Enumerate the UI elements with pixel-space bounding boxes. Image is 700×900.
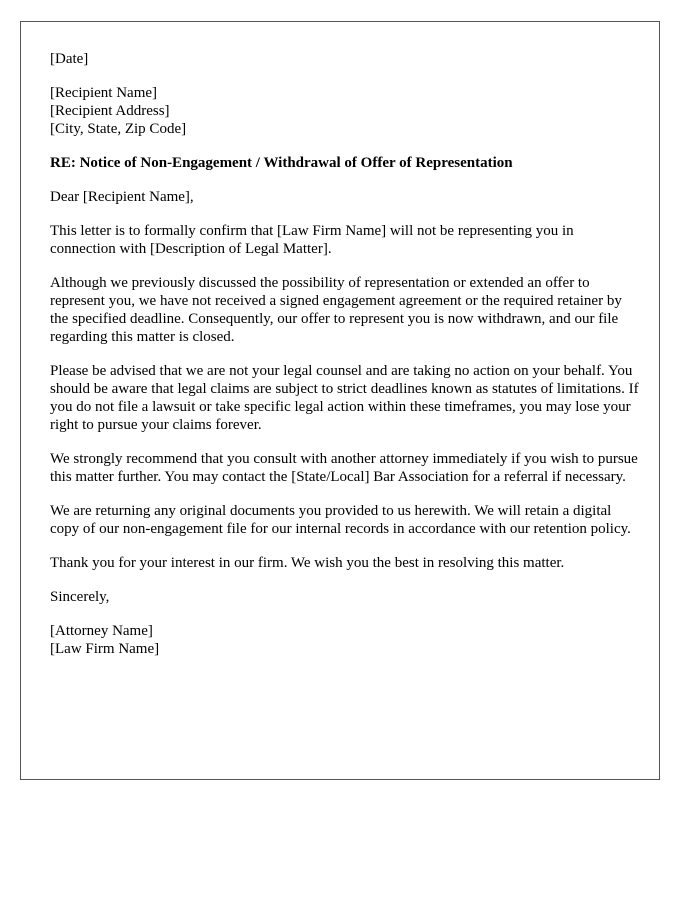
recipient-name: [Recipient Name] xyxy=(50,85,158,101)
recipient-city-state-zip: [City, State, Zip Code] xyxy=(50,121,187,137)
paragraph-documents: We are returning any original documents you provided to us herewith. We will retain a digital copy of our non-engagement file for our internal records in accordance with our retention policy. xyxy=(50,503,631,537)
signature-block xyxy=(50,622,640,658)
closing: Sincerely, xyxy=(50,589,110,605)
recipient-address: [Recipient Address] xyxy=(50,103,170,119)
letter-page xyxy=(20,21,660,780)
recipient-block xyxy=(50,84,640,138)
paragraph-recommendation: We strongly recommend that you consult with another attorney immediately if you wish to pursue this matter further. You may contact the [State/Local] Bar Association for a referral if necessary. xyxy=(50,451,638,485)
attorney-name: [Attorney Name] xyxy=(50,623,153,639)
subject-line: RE: Notice of Non-Engagement / Withdrawal of Offer of Representation xyxy=(50,155,513,171)
firm-name: [Law Firm Name] xyxy=(50,641,160,657)
paragraph-withdrawal: Although we previously discussed the possibility of representation or extended an offer to represent you, we have not received a signed engagement agreement or the required retainer by the specified deadline. Consequently, our offer to represent you is now withdrawn, and our file regarding this matter is closed. xyxy=(50,275,622,345)
letter-date: [Date] xyxy=(50,51,89,67)
salutation: Dear [Recipient Name], xyxy=(50,189,194,205)
paragraph-confirmation: This letter is to formally confirm that [Law Firm Name] will not be representing you in connection with [Description of Legal Matter]. xyxy=(50,223,574,257)
letter-body xyxy=(50,50,640,674)
paragraph-thanks: Thank you for your interest in our firm. We wish you the best in resolving this matter. xyxy=(50,555,565,571)
paragraph-advisory: Please be advised that we are not your legal counsel and are taking no action on your behalf. You should be aware that legal claims are subject to strict deadlines known as statutes of limitations. If you do not file a lawsuit or take specific legal action within these timeframes, you may lose your right to pursue your claims forever. xyxy=(50,363,639,433)
